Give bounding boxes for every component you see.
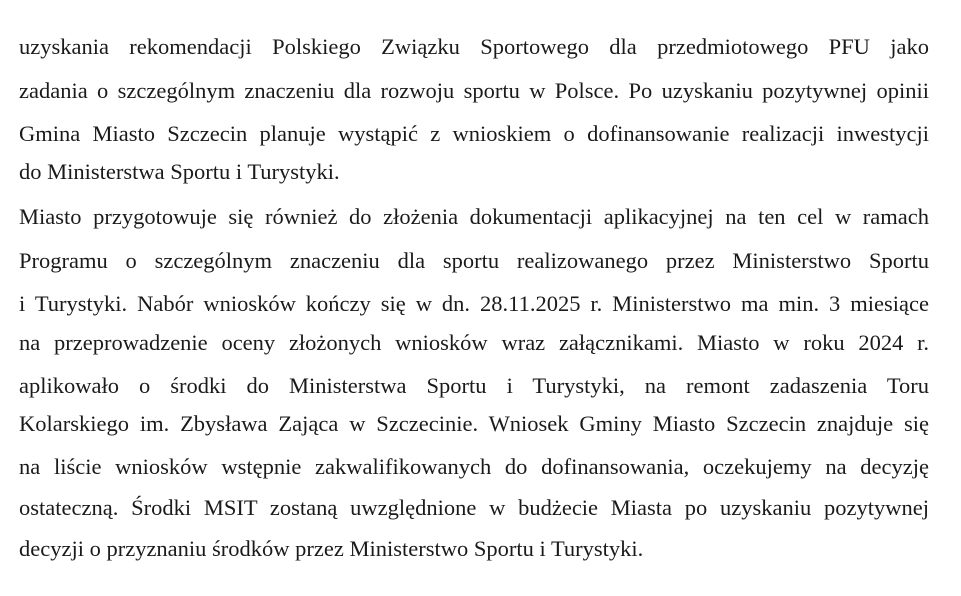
paragraph-1-line-3: Gmina Miasto Szczecin planuje wystąpić z wnioskiem o dofinansowanie realizacji inwestycji [19,121,929,146]
paragraph-1-line-4: do Ministerstwa Sportu i Turystyki. [19,159,340,184]
paragraph-2-line-4: na przeprowadzenie oceny złożonych wniosków wraz załącznikami. Miasto w roku 2024 r. [19,330,929,355]
paragraph-2-line-5: aplikowało o środki do Ministerstwa Sportu i Turystyki, na remont zadaszenia Toru [19,373,929,398]
paragraph-2-line-2: Programu o szczególnym znaczeniu dla sportu realizowanego przez Ministerstwo Sportu [19,248,929,273]
paragraph-2-line-7: na liście wniosków wstępnie zakwalifikowanych do dofinansowania, oczekujemy na decyzję [19,454,929,479]
paragraph-2-line-8: ostateczną. Środki MSIT zostaną uwzględnione w budżecie Miasta po uzyskaniu pozytywnej [19,495,929,520]
paragraph-1-line-1: uzyskania rekomendacji Polskiego Związku Sportowego dla przedmiotowego PFU jako [19,34,929,59]
paragraph-2-line-3: i Turystyki. Nabór wniosków kończy się w dn. 28.11.2025 r. Ministerstwo ma min. 3 miesiące [19,291,929,316]
paragraph-2-line-9: decyzji o przyznaniu środków przez Ministerstwo Sportu i Turystyki. [19,536,644,561]
paragraph-2-line-6: Kolarskiego im. Zbysława Zająca w Szczecinie. Wniosek Gminy Miasto Szczecin znajduje się [19,411,929,436]
paragraph-1-line-2: zadania o szczególnym znaczeniu dla rozwoju sportu w Polsce. Po uzyskaniu pozytywnej opinii [19,78,929,103]
paragraph-2-line-1: Miasto przygotowuje się również do złożenia dokumentacji aplikacyjnej na ten cel w ramach [19,204,929,229]
